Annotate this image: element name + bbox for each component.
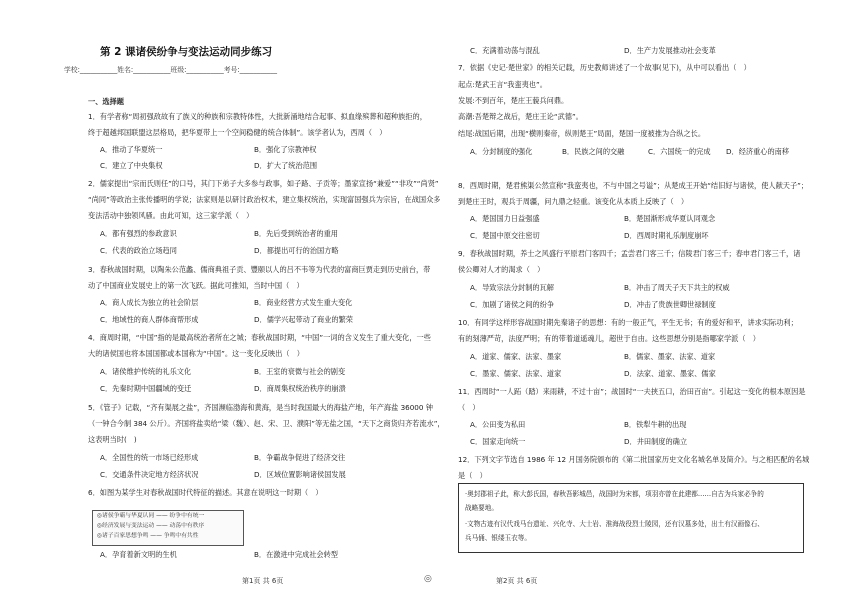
q7-story-end: 结尾:战国后期，出现“横则秦帝，纵则楚王”局面，楚国一度被推为合纵之长。 <box>458 129 706 138</box>
q5-line2: （一钟合今制 384 公斤）。齐国将盐卖给“梁（魏）、赵、宋、卫、濮阳”等无盐之国，“天下之商货归齐若流水”， <box>88 419 445 428</box>
q4-line1: 4．商周时期，“中国”指的是最高统治者所在之城；春秋战国时期，“中国”一词的含义发生了重大变化，一些 <box>88 333 431 342</box>
q12-line2: 是（ ） <box>458 471 487 480</box>
q9-option-a[interactable]: A．导致宗法分封制的瓦解 <box>470 283 554 292</box>
q9-option-b[interactable]: B．冲击了周天子天下共主的权威 <box>624 283 730 292</box>
q2-line1: 2．儒家提出“宗而氏则任”的口号，其门下弟子大多参与政事，如子路、子贡等；墨家宣扬“兼爱”“非攻”“尚贤” <box>88 179 439 188</box>
q10-option-d[interactable]: D．法家、道家、墨家、儒家 <box>624 369 716 378</box>
q8-option-c[interactable]: C．楚国中原交往密切 <box>470 231 540 240</box>
page-footer-right: 第2页 共 6页 <box>496 577 538 585</box>
binding-circle-icon: ◎ <box>424 574 432 584</box>
q8-option-a[interactable]: A．楚国国力日益强盛 <box>470 214 540 223</box>
q11-option-c[interactable]: C．国家走向统一 <box>470 437 526 446</box>
q9-line2: 侯公卿对人才的渴求（ ） <box>458 265 545 274</box>
q6-option-a[interactable]: A．孕育着新文明的生机 <box>100 550 177 559</box>
q3-option-b[interactable]: B．商业经营方式发生重大变化 <box>254 298 353 307</box>
q6-option-b[interactable]: B．在激进中完成社会转型 <box>254 550 338 559</box>
q7-option-b[interactable]: B．民族之间的交融 <box>562 147 625 156</box>
q8-option-b[interactable]: B．楚国渐形成华夏认同观念 <box>624 214 716 223</box>
q3-option-d[interactable]: D．儒学兴起带动了商业的繁荣 <box>254 315 353 324</box>
q10-option-b[interactable]: B．儒家、墨家、法家、道家 <box>624 352 716 361</box>
q4-line2: 大的诸侯国也将本国国都或本国称为“中国”。这一变化反映出（ ） <box>88 349 304 358</box>
q2-line3: 变法活动中独领风骚。由此可知，这三家学派（ ） <box>88 211 254 220</box>
q6-option-d[interactable]: D．生产力发展推动社会变革 <box>624 46 716 55</box>
right-column <box>458 0 810 608</box>
q5-option-b[interactable]: B．争霸战争促进了经济交往 <box>254 453 346 462</box>
q11-line1: 11．西周时“一人跖（踏）来雨耕，不过十亩”；战国时“一夫挟五口，治田百亩”。引起这一变化的根本原因是 <box>458 387 806 396</box>
q3-line2: 动了中国商业发展史上的第一次飞跃。据此可推知，当时中国（ ） <box>88 281 304 290</box>
q6-image-line2: ◎经济发展与变法运动 —— 动荡中有秩序 <box>97 523 205 529</box>
q3-line1: 3．春秋战国时期，以陶朱公范蠡、儒商典祖子贡、豐颐以人的吕不韦等为代表的富商巨贾走到历史前台，带 <box>88 265 431 274</box>
q12-box-line2: 战略要地。 <box>465 504 498 512</box>
q11-option-d[interactable]: D．井田制度的确立 <box>624 437 688 446</box>
q5-line1: 5．《管子》记载，“齐有渠展之盐”，齐国濒临渤海和黄海，是当时我国最大的海盐产地，年产海盐 36000 钟 <box>88 403 433 412</box>
q12-quote-box <box>458 483 804 553</box>
q4-option-c[interactable]: C．先秦时期中国疆域的变迁 <box>100 384 192 393</box>
page-footer-left: 第1页 共 6页 <box>242 577 284 585</box>
q9-option-d[interactable]: D．冲击了贵族世卿世禄制度 <box>624 300 716 309</box>
q4-option-b[interactable]: B．王室的衰微与社会的剧变 <box>254 367 346 376</box>
q2-option-d[interactable]: D．都提出可行的治国方略 <box>254 246 339 255</box>
q5-option-c[interactable]: C．交通条件决定地方经济状况 <box>100 470 199 479</box>
q3-option-c[interactable]: C．地域性的商人群体商帮形成 <box>100 315 199 324</box>
q6-option-c[interactable]: C．充满着动荡与混乱 <box>470 46 540 55</box>
q6-line1: 6．如图为某学生对春秋战国时代特征的描述。其意在说明这一时期（ ） <box>88 488 323 497</box>
q9-line1: 9．春秋战国时期，养士之风盛行平原君门客四千；孟尝君门客三千；信陵君门客三千；春申君门客三千，诸 <box>458 249 801 258</box>
q7-story-climax: 高潮:吾楚辩之战后，楚庄王论“武德”。 <box>458 112 583 121</box>
q6-image <box>92 510 244 546</box>
q1-line1: 1．有学者称“周初强敌故有了族义的种族和宗教特体性，大批新涌地结合起事、拟血缘殡葬和超种族拒的， <box>88 112 427 121</box>
q2-option-b[interactable]: B．先后受到统治者的重用 <box>254 229 338 238</box>
q10-line1: 10．有同学这样形容战国时期先秦诸子的思想：有的一般正气，平生无书；有的爱好和平，讲求实际功利； <box>458 318 798 327</box>
q7-story-start: 起点:楚武王言“我蛮夷也”。 <box>458 80 547 89</box>
left-column <box>88 0 445 608</box>
student-info: 学校:___________姓名:___________班级:___________考号:___________ <box>64 66 278 74</box>
q1-option-c[interactable]: C．建立了中央集权 <box>100 161 163 170</box>
q2-line2: “尚同”等政治主张传播明的学说；法家则是以研讨政治权术，建立集权统治，实现富国强兵为宗旨，在战国众多 <box>88 195 441 204</box>
q5-option-d[interactable]: D．区域位置影响诸侯国发展 <box>254 470 346 479</box>
q7-story-develop: 发展:不到百年，楚庄王藐兵问鼎。 <box>458 96 569 105</box>
q1-option-a[interactable]: A．推动了华夏统一 <box>100 145 163 154</box>
q8-line2: 到楚庄王时，观兵于周疆，问九鼎之轻重。该变化从本质上反映了（ ） <box>458 197 689 206</box>
q7-option-c[interactable]: C．六国统一的完成 <box>648 147 711 156</box>
q6-image-line3: ◎诸子百家思想争鸣 —— 争鸣中有共性 <box>97 533 199 539</box>
q7-option-d[interactable]: D．经济重心的南移 <box>726 147 790 156</box>
q1-option-b[interactable]: B．强化了宗教神权 <box>254 145 317 154</box>
q8-line1: 8．西周时期，楚君熊渠公然宣称“我蛮夷也，不与中国之号谥”；从楚成王开始“结旧好与诸侯，使人献天子”； <box>458 181 809 190</box>
q12-box-line3: ·文物古迹有汉代戏马台遗址、兴化寺、大士岩、淮海战役烈士陵园，还有汉墓多处，出土有汉画像石、 <box>465 520 764 528</box>
q4-option-d[interactable]: D．商周集权统治秩序的崩溃 <box>254 384 346 393</box>
q12-line1: 12．下列文字节选自 1986 年 12 月国务院颁布的《第二批国家历史文化名城名单及简介》。与之相匹配的名城 <box>458 455 810 464</box>
q10-option-a[interactable]: A．道家、儒家、法家、墨家 <box>470 352 562 361</box>
q10-option-c[interactable]: C．墨家、儒家、法家、道家 <box>470 369 562 378</box>
q1-option-d[interactable]: D．扩大了统治范围 <box>254 161 318 170</box>
q6-image-line1: ◎诸侯争霸与华夏认同 —— 纷争中有统一 <box>97 513 205 519</box>
q10-line2: 有的刻薄严苛，法度严明；有的带着道遥魂儿，超世于自由。这些思想分别是指哪家学派（ ） <box>458 334 760 343</box>
q2-option-c[interactable]: C．代表的政治立场趋同 <box>100 246 177 255</box>
q11-option-b[interactable]: B．铁犁牛耕的出现 <box>624 420 687 429</box>
q7-line1: 7．依据《史记·楚世家》的相关记载，历史教师讲述了一个故事(见下)，从中可以看出（ ） <box>458 63 751 72</box>
q12-box-line4: 兵马俑、银缕玉衣等。 <box>465 534 531 542</box>
page-title: 第 2 课诸侯纷争与变法运动同步练习 <box>100 46 273 58</box>
q8-option-d[interactable]: D．西周时期礼乐制度崩坏 <box>624 231 709 240</box>
q3-option-a[interactable]: A．商人成长为独立的社会阶层 <box>100 298 199 307</box>
section-heading: 一、选择题 <box>88 97 124 106</box>
q1-line2: 终于超越邦国联盟这层格局，把华夏带上一个空间稳健的统合体制”。该学者认为，西周（ ） <box>88 128 387 137</box>
q7-option-a[interactable]: A．分封制度的强化 <box>470 147 533 156</box>
q2-option-a[interactable]: A．都有强烈的参政意识 <box>100 229 177 238</box>
q11-option-a[interactable]: A．公田变为私田 <box>470 420 526 429</box>
q9-option-c[interactable]: C．加剧了诸侯之间的纷争 <box>470 300 555 309</box>
q5-option-a[interactable]: A．全国性的统一市场已经形成 <box>100 453 199 462</box>
q4-option-a[interactable]: A．诸侯维护传统的礼乐文化 <box>100 367 192 376</box>
q5-line3: 这表明当时( ) <box>88 435 137 444</box>
q11-line2: （ ） <box>458 403 480 412</box>
q12-box-line1: ·奥封郡祖子此，称大彭氏国，春秋吾影城邑，战国时为宋都，项羽亦曾在此建都……自古为兵家必争的 <box>465 490 764 498</box>
